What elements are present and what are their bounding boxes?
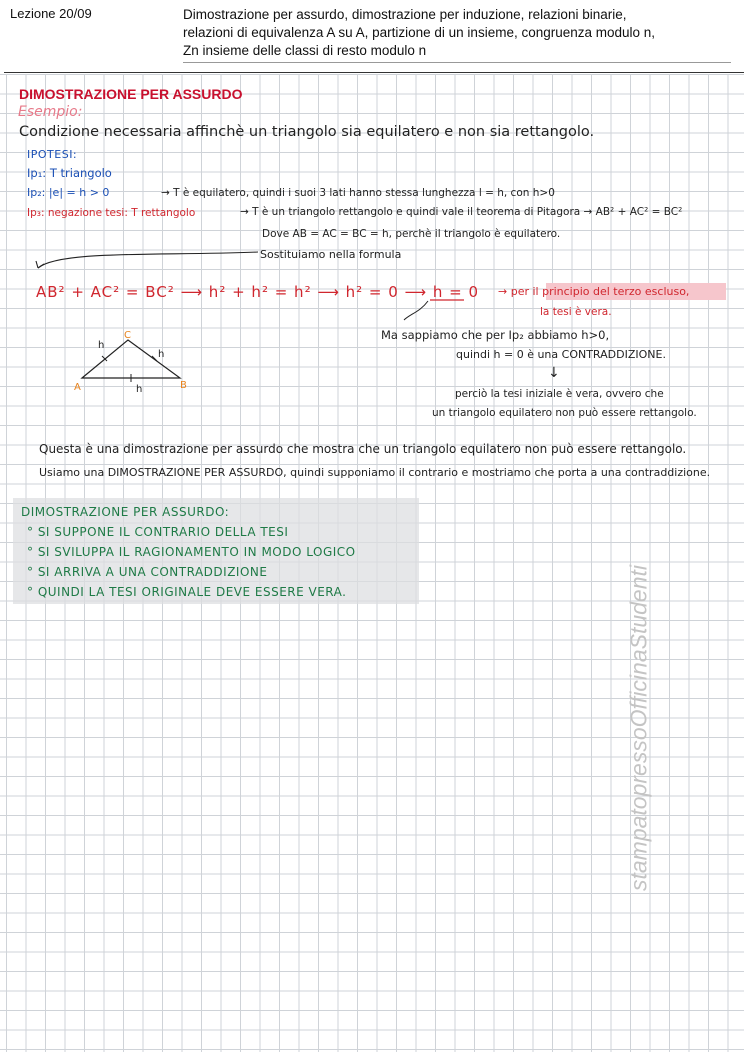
brace-arrow	[404, 301, 428, 320]
side-label: h	[98, 340, 105, 351]
arrow-down-icon: ↓	[548, 365, 560, 381]
contradiction-note: quindi h = 0 è una CONTRADDIZIONE.	[456, 348, 666, 361]
vertex-c-label: C	[124, 330, 131, 341]
lesson-label: Lezione 20/09	[10, 6, 92, 21]
example-label: Esempio:	[18, 104, 83, 120]
conclusion-line-1: perciò la tesi iniziale è vera, ovvero che	[455, 388, 664, 400]
hypothesis-1: Ip₁: T triangolo	[27, 166, 112, 180]
hypothesis-2-consequence: → T è equilatero, quindi i suoi 3 lati hanno stessa lunghezza l = h, con h>0	[161, 187, 555, 199]
watermark: stampatopressoOfficinaStudenti	[625, 564, 652, 892]
vertex-a-label: A	[74, 382, 81, 393]
topic-line: relazioni di equivalenza A su A, partizione di un insieme, congruenza modulo n,	[183, 25, 656, 40]
hypothesis-3-consequence: → T è un triangolo rettangolo e quindi vale il teorema di Pitagora → AB² + AC² = BC²	[240, 206, 683, 218]
topic-line: Zn insieme delle classi di resto modulo n	[183, 43, 427, 58]
summary-item: ° SI SVILUPPA IL RAGIONAMENTO IN MODO LOGICO	[27, 545, 356, 559]
hypotheses-title: IPOTESI:	[27, 148, 78, 161]
arrow-head	[36, 261, 44, 268]
conclusion-line-2: un triangolo equilatero non può essere rettangolo.	[432, 407, 697, 419]
hypothesis-3: Ip₃: negazione tesi: T rettangolo	[27, 207, 196, 219]
summary-item: ° QUINDI LA TESI ORIGINALE DEVE ESSERE VERA.	[27, 585, 347, 599]
side-label: h	[158, 349, 165, 360]
thesis-true-note: la tesi è vera.	[540, 306, 612, 318]
equilateral-note: Dove AB = AC = BC = h, perchè il triangolo è equilatero.	[262, 228, 561, 240]
known-hypothesis-note: Ma sappiamo che per Ip₂ abbiamo h>0,	[381, 328, 610, 342]
summary-item: ° SI SUPPONE IL CONTRARIO DELLA TESI	[27, 525, 289, 539]
excluded-middle-note: → per il principio del terzo escluso,	[498, 285, 690, 298]
triangle-shape	[82, 340, 180, 378]
substitute-note: Sostituiamo nella formula	[260, 248, 402, 261]
section-title: DIMOSTRAZIONE PER ASSURDO	[19, 86, 243, 102]
side-label: h	[136, 384, 143, 395]
summary-title: DIMOSTRAZIONE PER ASSURDO:	[21, 505, 230, 519]
topic-line: Dimostrazione per assurdo, dimostrazione per induzione, relazioni binarie,	[183, 7, 627, 22]
triangle-figure	[74, 330, 194, 395]
summary-item: ° SI ARRIVA A UNA CONTRADDIZIONE	[27, 565, 268, 579]
curved-arrow	[38, 252, 258, 268]
condition-statement: Condizione necessaria affinchè un triangolo sia equilatero e non sia rettangolo.	[19, 124, 595, 140]
summary-sentence: Questa è una dimostrazione per assurdo che mostra che un triangolo equilatero non può essere rettangolo.	[39, 442, 687, 456]
pythagoras-formula: AB² + AC² = BC² ⟶ h² + h² = h² ⟶ h² = 0 ⟶ h = 0	[36, 283, 479, 301]
hypothesis-2: Ip₂: |e| = h > 0	[27, 186, 110, 199]
vertex-b-label: B	[180, 380, 187, 391]
method-sentence: Usiamo una DIMOSTRAZIONE PER ASSURDO, quindi supponiamo il contrario e mostriamo che porta a una contraddizione.	[39, 466, 711, 479]
